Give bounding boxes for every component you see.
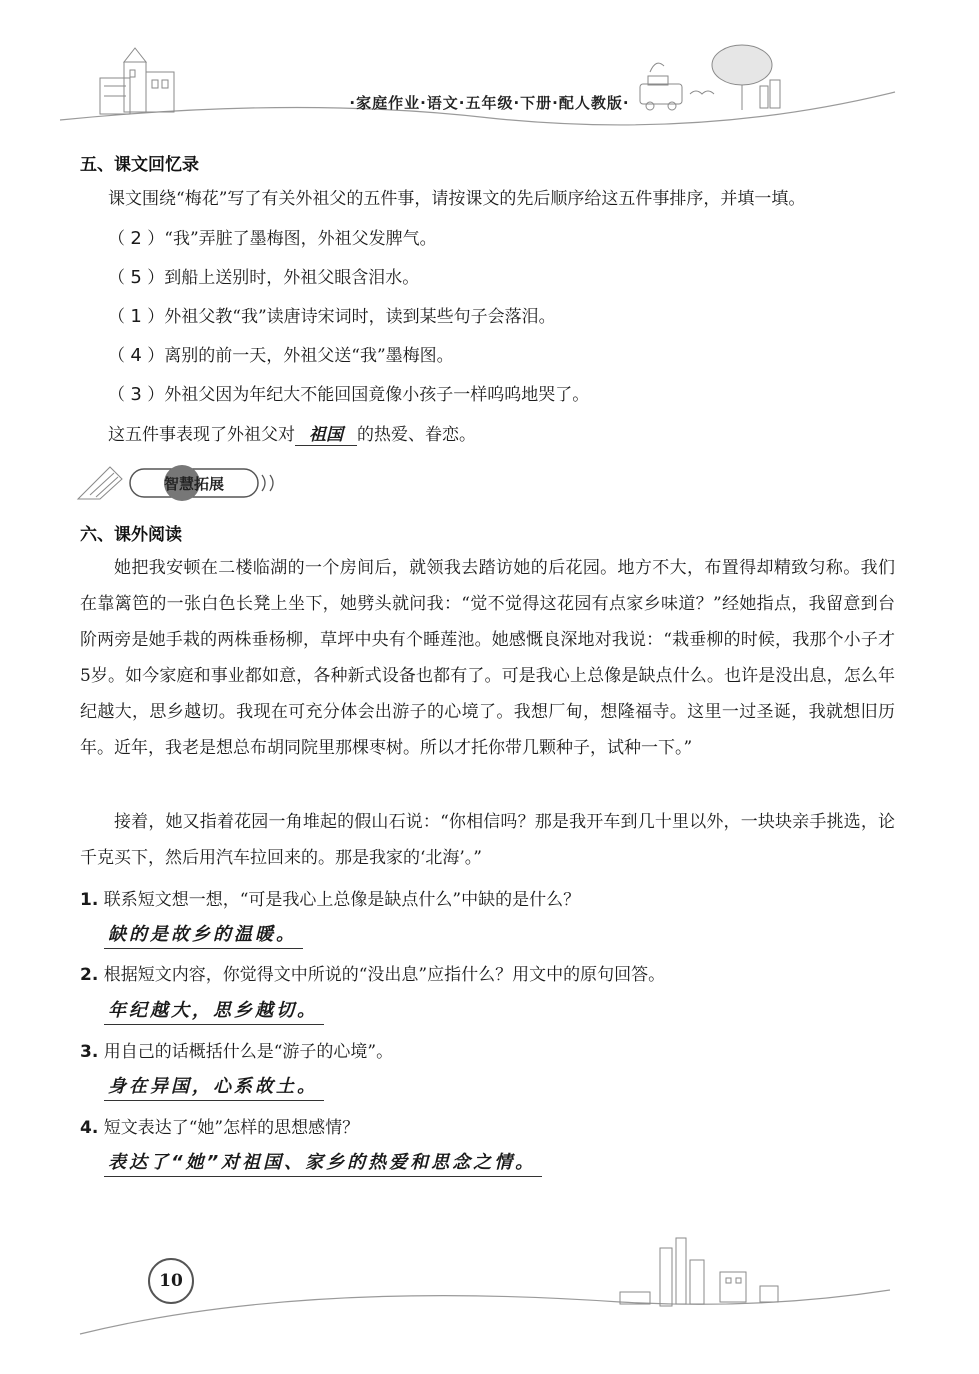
answer-line: 缺的是故乡的温暖。 [104,920,303,949]
order-number: 5 [130,267,142,288]
order-text: ）“我”弄脏了墨梅图，外祖父发脾气。 [147,229,437,249]
order-item: （ 2 ）“我”弄脏了墨梅图，外祖父发脾气。 [108,228,437,249]
badge-text: 智慧拓展 [163,475,225,493]
summary-answer: 祖国 [295,420,357,446]
question: 2. 根据短文内容，你觉得文中所说的“没出息”应指什么？用文中的原句回答。 [80,965,666,985]
order-text: ）到船上送别时，外祖父眼含泪水。 [147,268,420,288]
order-text: ）外祖父因为年纪大不能回国竟像小孩子一样呜呜地哭了。 [147,385,590,405]
header-decoration [0,0,979,140]
wisdom-expansion-badge [70,455,290,505]
order-number: 1 [130,306,142,327]
answer-line: 年纪越大，思乡越切。 [104,996,324,1025]
page-number: 10 [148,1258,194,1304]
order-item: （ 3 ）外祖父因为年纪大不能回国竟像小孩子一样呜呜地哭了。 [108,384,590,405]
order-number: 2 [130,228,142,249]
order-item: （ 4 ）离别的前一天，外祖父送“我”墨梅图。 [108,345,454,366]
section-5-title: 五、课文回忆录 [80,155,199,175]
question: 4. 短文表达了“她”怎样的思想感情？ [80,1118,360,1138]
order-item: （ 1 ）外祖父教“我”读唐诗宋词时，读到某些句子会落泪。 [108,306,556,327]
order-item: （ 5 ）到船上送别时，外祖父眼含泪水。 [108,267,420,288]
answer-line: 表达了“她”对祖国、家乡的热爱和思念之情。 [104,1148,542,1177]
footer-decoration [0,1230,979,1374]
reading-paragraph: 她把我安顿在二楼临湖的一个房间后，就领我去踏访她的后花园。地方不大，布置得却精致匀称。我们在靠篱笆的一张白色长凳上坐下，她劈头就问我：“觉不觉得这花园有点家乡味道？”经她指点，我留意到台阶两旁是她手栽的两株垂杨柳，草坪中央有个睡莲池。她感慨良深地对我说：“栽垂柳的时候，我那个小子才5岁。如今家庭和事业都如意，各种新式设备也都有了。可是我心上总像是缺点什么。也许是没出息，怎么年纪越大，思乡越切。我现在可充分体会出游子的心境了。我想厂甸，想隆福寺。这里一过圣诞，我就想旧历年。近年，我老是想总布胡同院里那棵枣树。所以才托你带几颗种子，试种一下。” [80,558,895,758]
question: 3. 用自己的话概括什么是“游子的心境”。 [80,1042,394,1062]
section-5-summary: 这五件事表现了外祖父对 祖国 的热爱、眷恋。 [108,420,476,446]
section-5-intro: 课文围绕“梅花”写了有关外祖父的五件事，请按课文的先后顺序给这五件事排序，并填一填。 [108,189,806,209]
order-number: 4 [130,345,142,366]
section-6-title: 六、课外阅读 [80,525,182,545]
question: 1. 联系短文想一想，“可是我心上总像是缺点什么”中缺的是什么？ [80,890,581,910]
order-text: ）离别的前一天，外祖父送“我”墨梅图。 [147,346,454,366]
reading-paragraph: 接着，她又指着花园一角堆起的假山石说：“你相信吗？那是我开车到几十里以外，一块块亲手挑选，论千克买下，然后用汽车拉回来的。那是我家的‘北海’。” [80,812,895,868]
answer-line: 身在异国，心系故土。 [104,1072,324,1101]
order-text: ）外祖父教“我”读唐诗宋词时，读到某些句子会落泪。 [147,307,556,327]
header-title: ·家庭作业·语文·五年级·下册·配人教版· [349,94,630,112]
order-number: 3 [130,384,142,405]
